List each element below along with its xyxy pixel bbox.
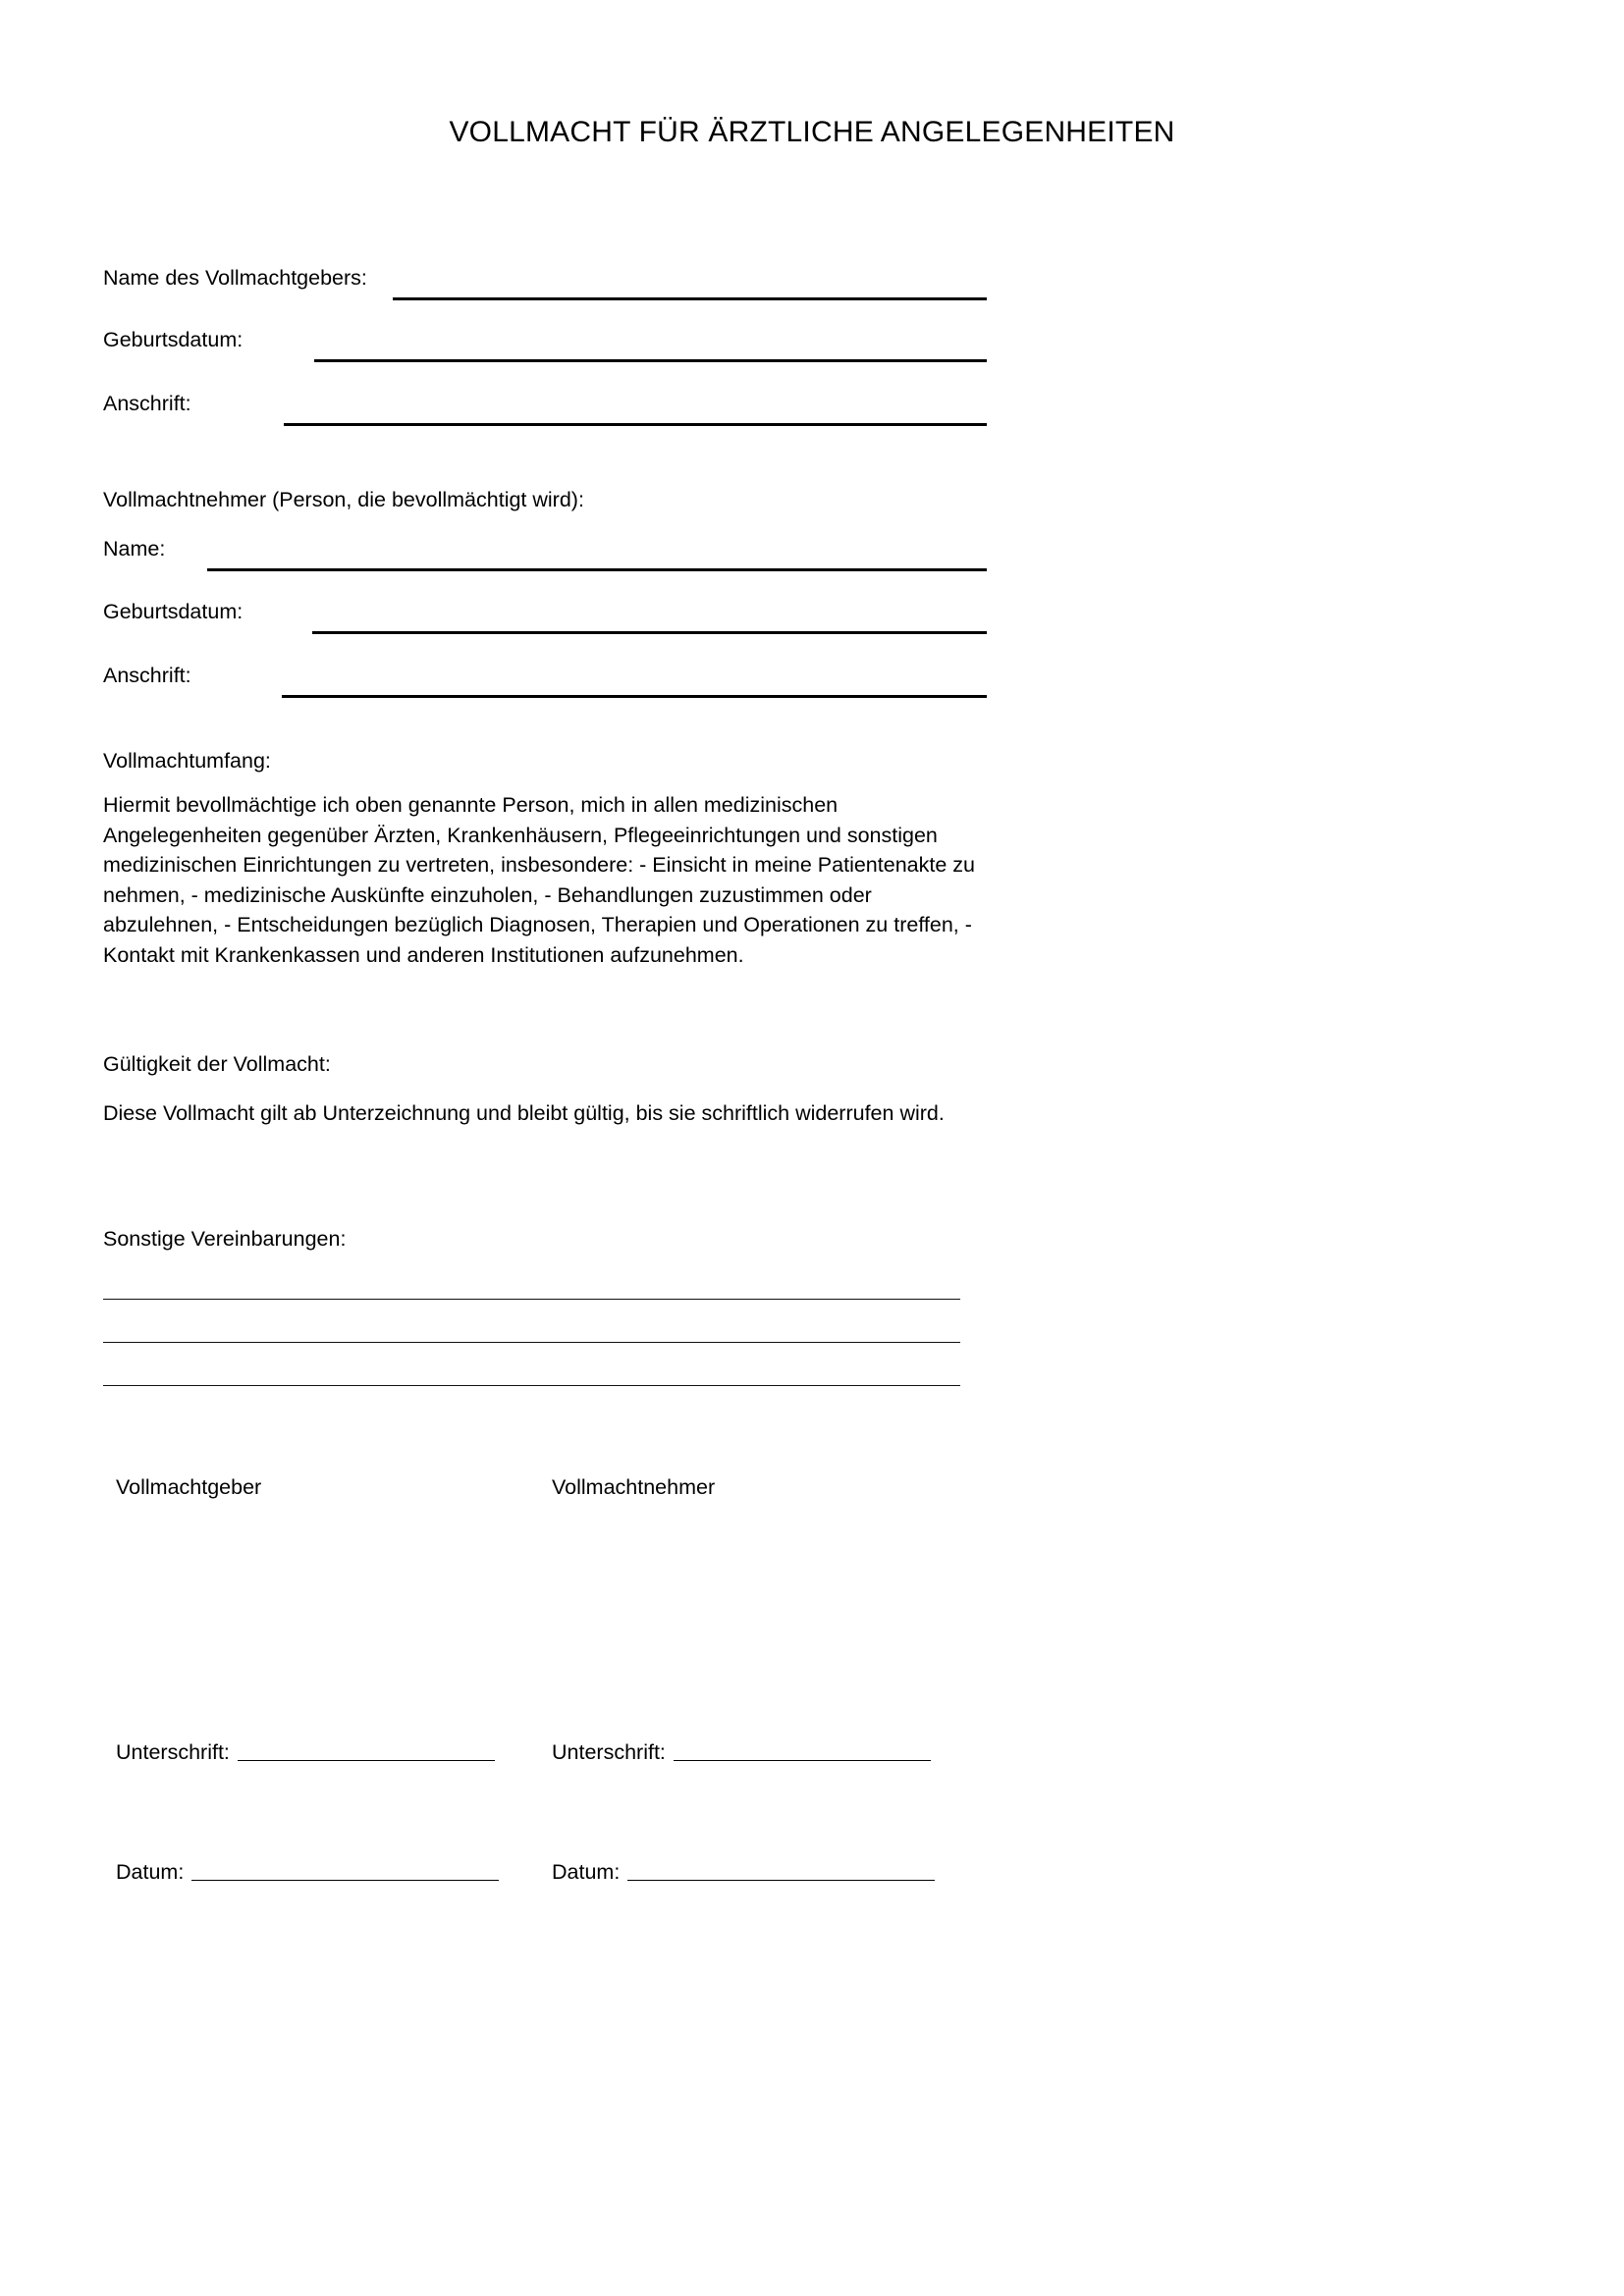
- date-input-line-agent[interactable]: [627, 1880, 935, 1881]
- date-row-agent[interactable]: [552, 1862, 935, 1884]
- grantor-address-label: Anschrift:: [103, 392, 191, 415]
- signature-column-agent-party-label: Vollmachtnehmer: [552, 1475, 716, 1499]
- agent-birthdate-input-line[interactable]: [312, 631, 987, 634]
- other-agreements-blank-line-1[interactable]: [103, 1299, 960, 1300]
- agent-name-input-line[interactable]: [207, 568, 987, 571]
- agent-address-input-line[interactable]: [282, 695, 987, 698]
- validity-body-text: Diese Vollmacht gilt ab Unterzeichnung und bleibt gültig, bis sie schriftlich widerrufen wird.: [103, 1101, 945, 1125]
- grantor-birthdate-label: Geburtsdatum:: [103, 328, 244, 351]
- signature-input-line-agent[interactable]: [674, 1760, 931, 1761]
- grantor-name-label: Name des Vollmachtgebers:: [103, 266, 367, 290]
- date-label-agent: Datum:: [552, 1860, 621, 1884]
- page-title: VOLLMACHT FÜR ÄRZTLICHE ANGELEGENHEITEN: [449, 116, 1175, 148]
- agent-section-heading: Vollmachtnehmer (Person, die bevollmächtigt wird):: [103, 488, 584, 511]
- signature-input-line-grantor[interactable]: [238, 1760, 495, 1761]
- validity-heading: Gültigkeit der Vollmacht:: [103, 1052, 331, 1076]
- signature-row-agent[interactable]: [552, 1742, 931, 1764]
- signature-row-grantor[interactable]: [116, 1742, 495, 1764]
- signature-column-grantor-party-label: Vollmachtgeber: [116, 1475, 262, 1499]
- scope-body-text: Hiermit bevollmächtige ich oben genannte Person, mich in allen medizinischen Angelegenheiten gegenüber Ärzten, Krankenhäusern, Pflegeeinrichtungen und sonstigen medizinischen Einrichtungen zu vertreten, insbesondere: - Einsicht in meine Patientenakte zu nehmen, - medizinische Auskünfte einzuholen, - Behandlungen zuzustimmen oder abzulehnen, - Entscheidungen bezüglich Diagnosen, Therapien und Operationen zu treffen, - Kontakt mit Krankenkassen und anderen Institutionen aufzunehmen.: [103, 793, 975, 967]
- agent-name-label: Name:: [103, 537, 166, 561]
- signature-label-grantor: Unterschrift:: [116, 1740, 230, 1764]
- grantor-name-input-line[interactable]: [393, 297, 987, 300]
- other-agreements-heading: Sonstige Vereinbarungen:: [103, 1227, 347, 1251]
- date-label-grantor: Datum:: [116, 1860, 185, 1884]
- date-input-line-grantor[interactable]: [191, 1880, 499, 1881]
- scope-heading: Vollmachtumfang:: [103, 749, 271, 773]
- date-row-grantor[interactable]: [116, 1862, 499, 1884]
- grantor-address-input-line[interactable]: [284, 423, 987, 426]
- grantor-birthdate-input-line[interactable]: [314, 359, 987, 362]
- other-agreements-blank-line-2[interactable]: [103, 1342, 960, 1343]
- agent-address-label: Anschrift:: [103, 664, 191, 687]
- agent-birthdate-label: Geburtsdatum:: [103, 600, 244, 623]
- other-agreements-blank-line-3[interactable]: [103, 1385, 960, 1386]
- signature-label-agent: Unterschrift:: [552, 1740, 666, 1764]
